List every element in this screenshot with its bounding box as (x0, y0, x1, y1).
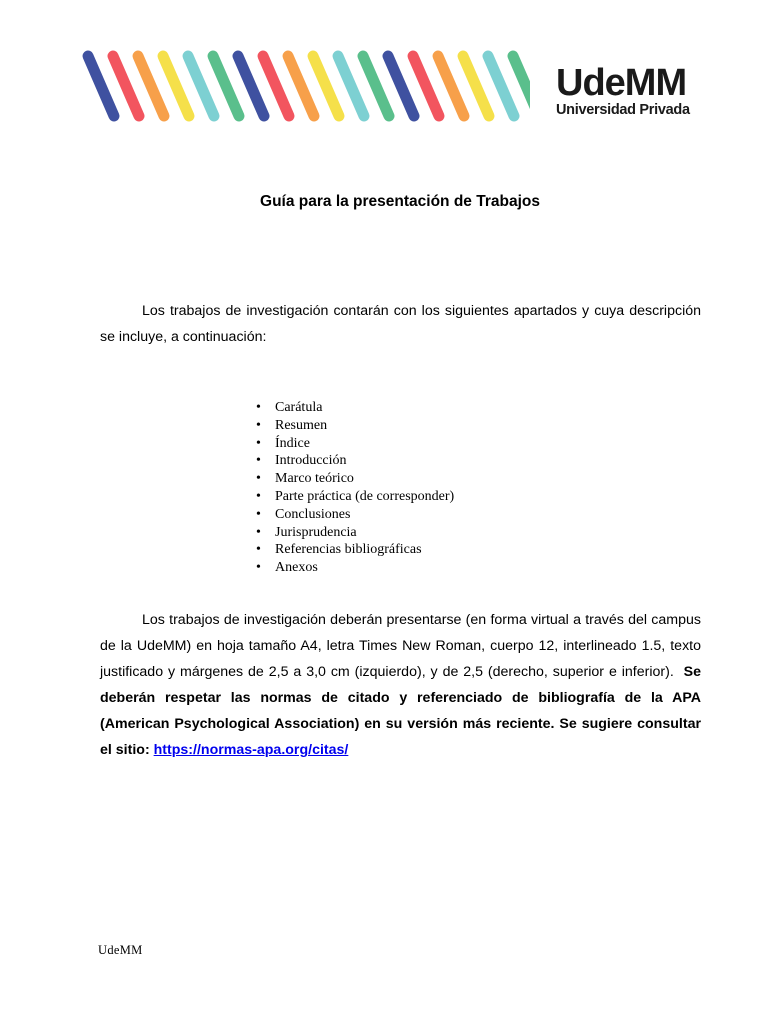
decorative-stripe (188, 56, 214, 116)
logo-subtitle: Universidad Privada (556, 102, 690, 118)
decorative-stripe (438, 56, 464, 116)
section-list-item: • Parte práctica (de corresponder) (256, 488, 454, 506)
intro-paragraph (100, 298, 701, 350)
requirements-paragraph (100, 607, 701, 763)
section-list-item: • Anexos (256, 559, 454, 577)
udemm-logo (556, 64, 690, 118)
section-list-item: • Marco teórico (256, 470, 454, 488)
section-list-item: • Referencias bibliográficas (256, 541, 454, 559)
decorative-stripe (163, 56, 189, 116)
section-list-item: • Índice (256, 435, 454, 453)
decorative-stripe (338, 56, 364, 116)
decorative-stripe (388, 56, 414, 116)
section-list-item: • Jurisprudencia (256, 524, 454, 542)
decorative-stripe (213, 56, 239, 116)
decorative-stripe (288, 56, 314, 116)
section-list-item: • Introducción (256, 452, 454, 470)
decorative-stripe (238, 56, 264, 116)
section-list-item: • Carátula (256, 399, 454, 417)
requirements-bold-text: Se deberán respetar las normas de citado y referenciado de bibliografía de la APA (American Psychological Association) en su versión más reciente. Se sugiere consultar el sitio: (100, 664, 701, 758)
section-list-item: • Conclusiones (256, 506, 454, 524)
decorative-stripe (413, 56, 439, 116)
decorative-stripe (488, 56, 514, 116)
decorative-stripe (88, 56, 114, 116)
requirements-text: Los trabajos de investigación deberán presentarse (en forma virtual a través del campus de la UdeMM) en hoja tamaño A4, letra Times New Roman, cuerpo 12, interlineado 1.5, texto justificado y márgenes de 2,5 a 3,0 cm (izquierdo), y de 2,5 (derecho, superior e inferior). (100, 612, 701, 680)
apa-citation-link[interactable]: https://normas-apa.org/citas/ (153, 742, 349, 758)
decorative-stripe (313, 56, 339, 116)
section-list-item: • Resumen (256, 417, 454, 435)
logo-wordmark: UdeMM (556, 62, 687, 104)
document-title: Guía para la presentación de Trabajos (260, 193, 540, 210)
intro-text: Los trabajos de investigación contarán con los siguientes apartados y cuya descripción se incluye, a continuación: (100, 303, 701, 345)
footer-text: UdeMM (98, 943, 143, 957)
header-stripes-decoration (80, 48, 530, 126)
decorative-stripe (263, 56, 289, 116)
sections-list (256, 399, 454, 577)
decorative-stripe (363, 56, 389, 116)
decorative-stripe (138, 56, 164, 116)
decorative-stripe (113, 56, 139, 116)
decorative-stripe (463, 56, 489, 116)
